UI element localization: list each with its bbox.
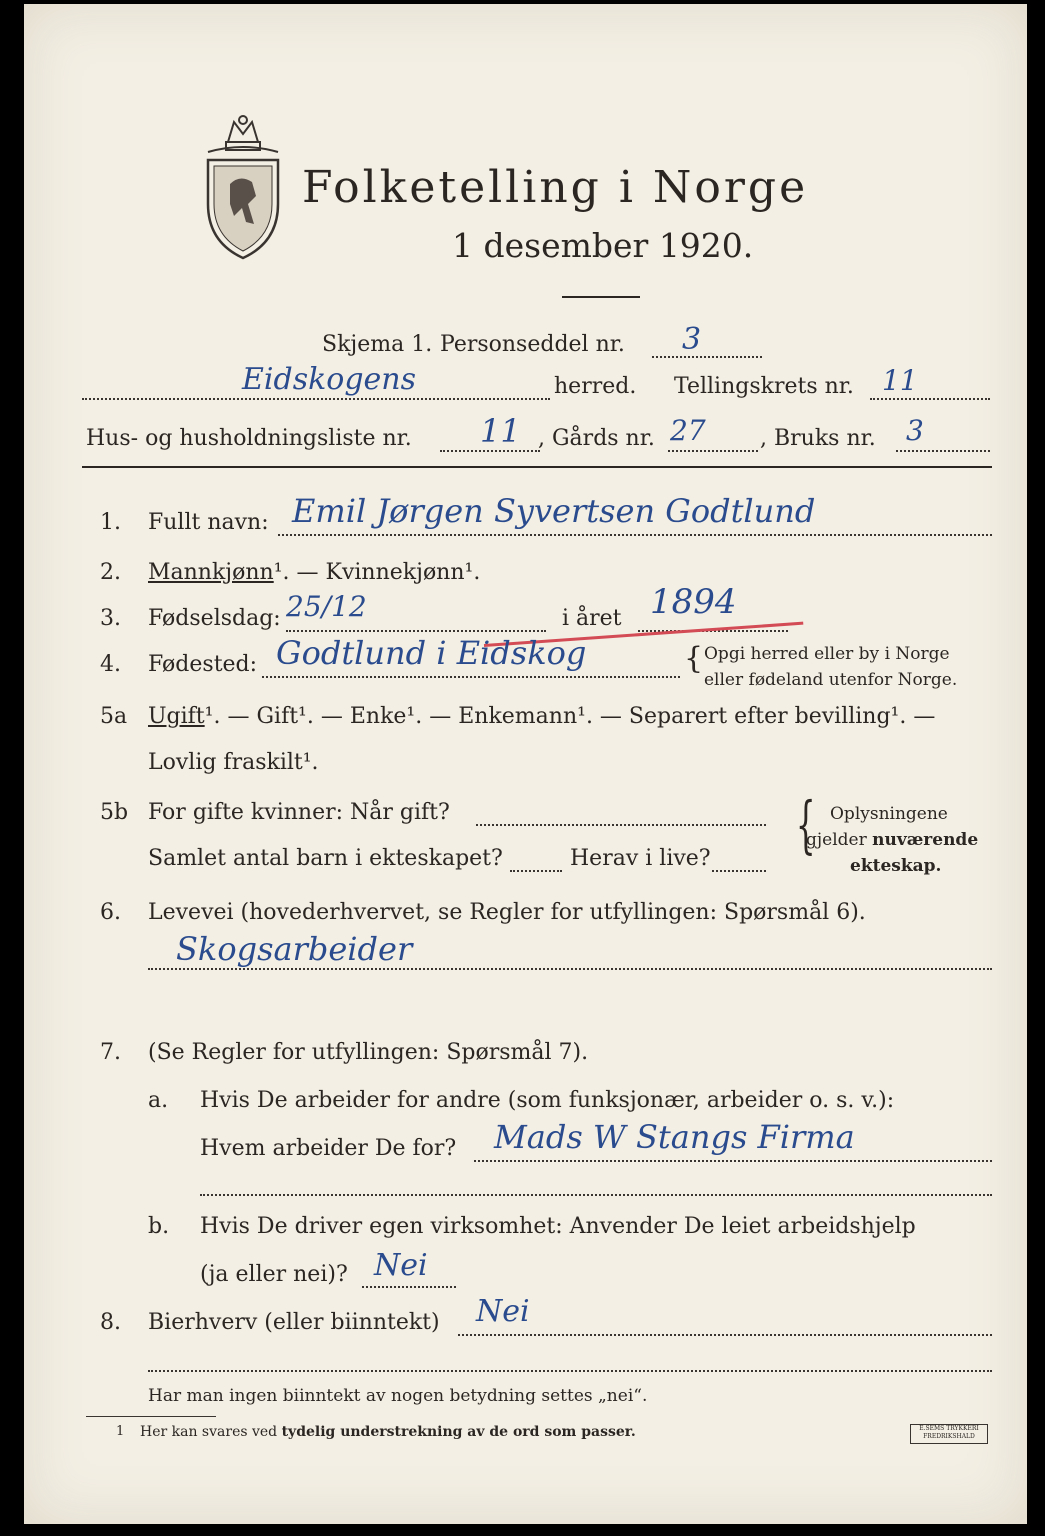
- q5a-options: [148, 704, 935, 729]
- q2-male: Mannkjønn: [148, 560, 274, 585]
- q8-value: Nei: [476, 1294, 530, 1329]
- q5b-note-line3: ekteskap.: [850, 856, 942, 876]
- title-divider: [562, 296, 640, 298]
- q8-number: 8.: [100, 1310, 121, 1335]
- form-title: Folketelling i Norge: [302, 162, 809, 213]
- census-form-page: [24, 4, 1027, 1524]
- q4-number: 4.: [100, 652, 121, 677]
- hus-field-line: [440, 450, 540, 452]
- q7-label: (Se Regler for utfyllingen: Spørsmål 7).: [148, 1040, 589, 1065]
- tellingskrets-label: Tellingskrets nr.: [674, 374, 854, 399]
- q5b-field-line3: [712, 870, 766, 872]
- q2-options: [148, 560, 480, 585]
- bruks-value: 3: [906, 414, 924, 447]
- q1-field-line: [278, 534, 992, 536]
- herred-field-line: [82, 398, 550, 400]
- printer-stamp-line2: FREDRIKSHALD: [923, 1433, 975, 1440]
- q3-field-line: [286, 630, 546, 632]
- personseddel-label: Personseddel nr.: [440, 332, 625, 357]
- q8-field-line: [458, 1334, 992, 1336]
- q7-number: 7.: [100, 1040, 121, 1065]
- gards-label: , Gårds nr.: [538, 426, 655, 451]
- q5b-note-line2: [806, 830, 978, 850]
- q7a-field-line2: [200, 1194, 992, 1196]
- q3-year-value: 1894: [650, 582, 737, 622]
- q7b-question: (ja eller nei)?: [200, 1262, 348, 1287]
- q5b-field-line1: [476, 824, 766, 826]
- personseddel-field-line: [652, 356, 762, 358]
- bruks-label: , Bruks nr.: [760, 426, 876, 451]
- coat-of-arms-emblem: [200, 112, 286, 264]
- q5b-label1: For gifte kvinner: Når gift?: [148, 800, 450, 825]
- bruks-field-line: [896, 450, 990, 452]
- header-rule: [82, 466, 992, 468]
- census-date: 1 desember 1920.: [452, 226, 754, 265]
- q5b-note-line2a: gjelder: [806, 830, 873, 850]
- printer-stamp-line1: E.SEMS TRYKKERI: [919, 1425, 979, 1432]
- q5b-number: 5b: [100, 800, 129, 825]
- q2-female: Kvinnekjønn¹.: [325, 560, 481, 585]
- q1-number: 1.: [100, 510, 121, 535]
- q7b-text: Hvis De driver egen virksomhet: Anvender De leiet arbeidshjelp: [200, 1214, 916, 1239]
- q6-number: 6.: [100, 900, 121, 925]
- q5b-label2: Samlet antal barn i ekteskapet?: [148, 846, 503, 871]
- q3-value: 25/12: [286, 590, 367, 623]
- footnote-mark: 1: [116, 1424, 125, 1439]
- q5b-label3: Herav i live?: [570, 846, 711, 871]
- printer-stamp: [910, 1424, 988, 1444]
- herred-value: Eidskogens: [242, 362, 417, 397]
- tellingskrets-field-line: [870, 398, 990, 400]
- q8-label: Bierhverv (eller biinntekt): [148, 1310, 440, 1335]
- tellingskrets-value: 11: [882, 364, 918, 397]
- q5a-rest: ¹. — Gift¹. — Enke¹. — Enkemann¹. — Separert efter bevilling¹. —: [204, 704, 936, 729]
- q2-number: 2.: [100, 560, 121, 585]
- herred-label: herred.: [554, 374, 637, 399]
- q4-note-line2: eller fødeland utenfor Norge.: [704, 670, 958, 690]
- q7b-field-line: [362, 1286, 456, 1288]
- q5b-field-line2: [510, 870, 562, 872]
- q4-field-line: [262, 676, 680, 678]
- q6-label: Levevei (hovederhvervet, se Regler for utfyllingen: Spørsmål 6).: [148, 900, 866, 925]
- q7a-text: Hvis De arbeider for andre (som funksjonær, arbeider o. s. v.):: [200, 1088, 895, 1113]
- q6-value: Skogsarbeider: [176, 930, 413, 968]
- q2-sep: ¹. —: [273, 560, 326, 585]
- q7b-value: Nei: [374, 1248, 428, 1283]
- footnote-rule: [86, 1416, 216, 1417]
- schema-label: Skjema 1.: [322, 332, 433, 357]
- footnote-text: [140, 1424, 636, 1440]
- q4-note-line1: Opgi herred eller by i Norge: [704, 644, 950, 664]
- q3-year-label: i året: [562, 606, 622, 631]
- footer-note: Har man ingen biinntekt av nogen betydning settes „nei“.: [148, 1386, 648, 1406]
- q7a-question: Hvem arbeider De for?: [200, 1136, 457, 1161]
- gards-value: 27: [670, 414, 706, 447]
- q6-field-line: [148, 968, 992, 970]
- q4-value: Godtlund i Eidskog: [276, 634, 587, 672]
- q4-note-brace: {: [684, 641, 704, 676]
- personseddel-value: 3: [682, 322, 702, 357]
- q7a-letter: a.: [148, 1088, 169, 1113]
- q5b-note-line2b: nuværende: [872, 830, 979, 850]
- q5a-ugift: Ugift: [148, 704, 205, 729]
- q7a-field-line: [474, 1160, 992, 1162]
- q1-value: Emil Jørgen Syvertsen Godtlund: [292, 492, 816, 530]
- q5b-note-brace: {: [795, 788, 816, 861]
- q5a-line2: Lovlig fraskilt¹.: [148, 750, 319, 775]
- q5b-note-line1: Oplysningene: [830, 804, 948, 824]
- q3-number: 3.: [100, 606, 121, 631]
- q5a-number: 5a: [100, 704, 128, 729]
- gards-field-line: [668, 450, 758, 452]
- footnote-text-a: Her kan svares ved: [140, 1424, 282, 1440]
- q4-label: Fødested:: [148, 652, 258, 677]
- q7b-letter: b.: [148, 1214, 170, 1239]
- q7a-value: Mads W Stangs Firma: [494, 1118, 855, 1156]
- q3-label: Fødselsdag:: [148, 606, 281, 631]
- hus-value: 11: [480, 412, 521, 450]
- q8-field-line2: [148, 1370, 992, 1372]
- hus-label: Hus- og husholdningsliste nr.: [86, 426, 412, 451]
- footnote-text-b: tydelig understrekning av de ord som passer.: [281, 1424, 636, 1440]
- q1-label: Fullt navn:: [148, 510, 269, 535]
